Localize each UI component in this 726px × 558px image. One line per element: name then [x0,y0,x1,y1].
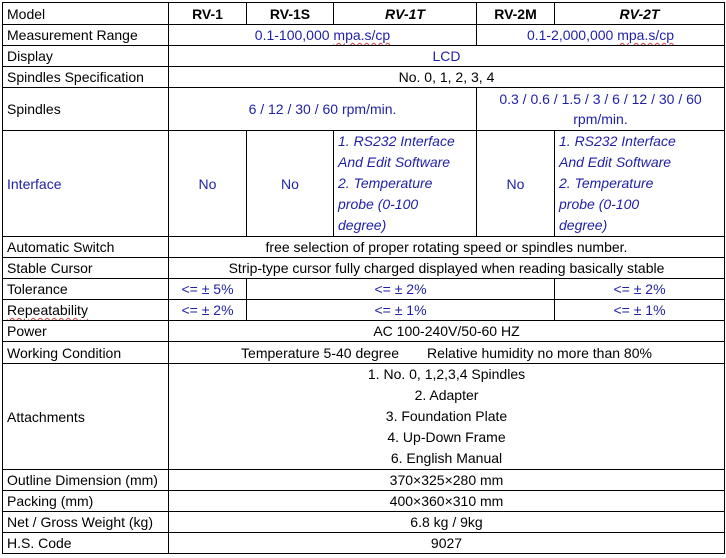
attachment-item: 2. Adapter [414,387,479,403]
power-label: Power [3,321,169,342]
spindles-rv1-value: 6 / 12 / 30 / 60 rpm/min. [169,88,477,131]
interface-rv1t-line: probe (0-100 [338,196,419,212]
hs-code-value: 9027 [169,533,725,554]
repeatability-label [3,300,169,321]
hs-code-row [3,533,725,554]
attachments-list [169,364,725,470]
automatic-switch-label: Automatic Switch [3,237,169,258]
weight-label: Net / Gross Weight (kg) [3,512,169,533]
weight-value: 6.8 kg / 9kg [169,512,725,533]
interface-rv1s: No [247,131,334,237]
display-row [3,46,725,67]
measurement-range-rv1-value: 0.1-100,000 [254,27,330,43]
spindles-label: Spindles [3,88,169,131]
working-condition-value [169,342,725,364]
interface-row [3,131,725,237]
attachment-item: 1. No. 0, 1,2,3,4 Spindles [367,366,526,382]
interface-rv2m: No [477,131,555,237]
interface-rv1t [334,131,477,237]
spec-table [2,2,725,554]
working-condition-humidity: Relative humidity no more than 80% [427,344,652,361]
interface-rv1t-line: And Edit Software [338,154,451,170]
interface-rv2t [555,131,725,237]
header-model: Model [3,3,169,25]
attachment-item: 3. Foundation Plate [385,408,508,424]
outline-dimension-label: Outline Dimension (mm) [3,470,169,491]
interface-rv1: No [169,131,247,237]
repeatability-row [3,300,725,321]
packing-label: Packing (mm) [3,491,169,512]
header-rv1t: RV-1T [334,3,477,25]
attachment-item: 4. Up-Down Frame [387,429,506,445]
repeatability-rv1: <= ± 2% [169,300,247,321]
measurement-range-rv2-unit: mpa.s/cp [617,27,675,43]
header-row [3,3,725,25]
interface-rv1t-line: degree) [338,217,387,233]
tolerance-row [3,279,725,300]
header-rv2t: RV-2T [555,3,725,25]
automatic-switch-row [3,237,725,258]
packing-value: 400×360×310 mm [169,491,725,512]
measurement-range-rv2-value: 0.1-2,000,000 [526,27,614,43]
power-row [3,321,725,342]
spindles-spec-row [3,67,725,88]
measurement-range-rv1 [169,25,477,46]
measurement-range-row [3,25,725,46]
outline-dimension-row [3,470,725,491]
weight-row [3,512,725,533]
repeatability-mid: <= ± 1% [247,300,555,321]
tolerance-rv1: <= ± 5% [169,279,247,300]
tolerance-label: Tolerance [3,279,169,300]
interface-label: Interface [3,131,169,237]
spindles-rv2-line2: rpm/min. [573,111,628,127]
attachments-row [3,364,725,470]
measurement-range-label: Measurement Range [3,25,169,46]
display-value: LCD [169,46,725,67]
hs-code-label: H.S. Code [3,533,169,554]
header-rv1: RV-1 [169,3,247,25]
working-condition-row [3,342,725,364]
working-condition-label: Working Condition [3,342,169,364]
measurement-range-rv2 [477,25,725,46]
header-rv1s: RV-1S [247,3,334,25]
spindles-row [3,88,725,131]
interface-rv2t-line: probe (0-100 [559,196,640,212]
spindles-rv2-line1: 0.3 / 0.6 / 1.5 / 3 / 6 / 12 / 30 / 60 [499,91,702,107]
packing-row [3,491,725,512]
outline-dimension-value: 370×325×280 mm [169,470,725,491]
stable-cursor-row [3,258,725,279]
interface-rv2t-line: 2. Temperature [559,175,654,191]
display-label: Display [3,46,169,67]
header-rv2m: RV-2M [477,3,555,25]
interface-rv2t-line: And Edit Software [559,154,672,170]
interface-rv2t-line: 1. RS232 Interface [559,133,676,149]
automatic-switch-value: free selection of proper rotating speed or spindles number. [169,237,725,258]
repeatability-right: <= ± 1% [555,300,725,321]
interface-rv1t-line: 2. Temperature [338,175,433,191]
spindles-spec-value: No. 0, 1, 2, 3, 4 [169,67,725,88]
attachments-label: Attachments [3,364,169,470]
stable-cursor-label: Stable Cursor [3,258,169,279]
measurement-range-rv1-unit: mpa.s/cp [333,27,391,43]
spindles-spec-label: Spindles Specification [3,67,169,88]
working-condition-temperature: Temperature 5-40 degree [241,344,400,361]
attachment-item: 6. English Manual [390,450,503,466]
tolerance-right: <= ± 2% [555,279,725,300]
repeatability-label-text: Repeatability [7,302,88,318]
stable-cursor-value: Strip-type cursor fully charged displayed when reading basically stable [169,258,725,279]
tolerance-mid: <= ± 2% [247,279,555,300]
spindles-rv2-value [477,88,725,131]
interface-rv2t-line: degree) [559,217,608,233]
interface-rv1t-line: 1. RS232 Interface [338,133,455,149]
power-value: AC 100-240V/50-60 HZ [169,321,725,342]
